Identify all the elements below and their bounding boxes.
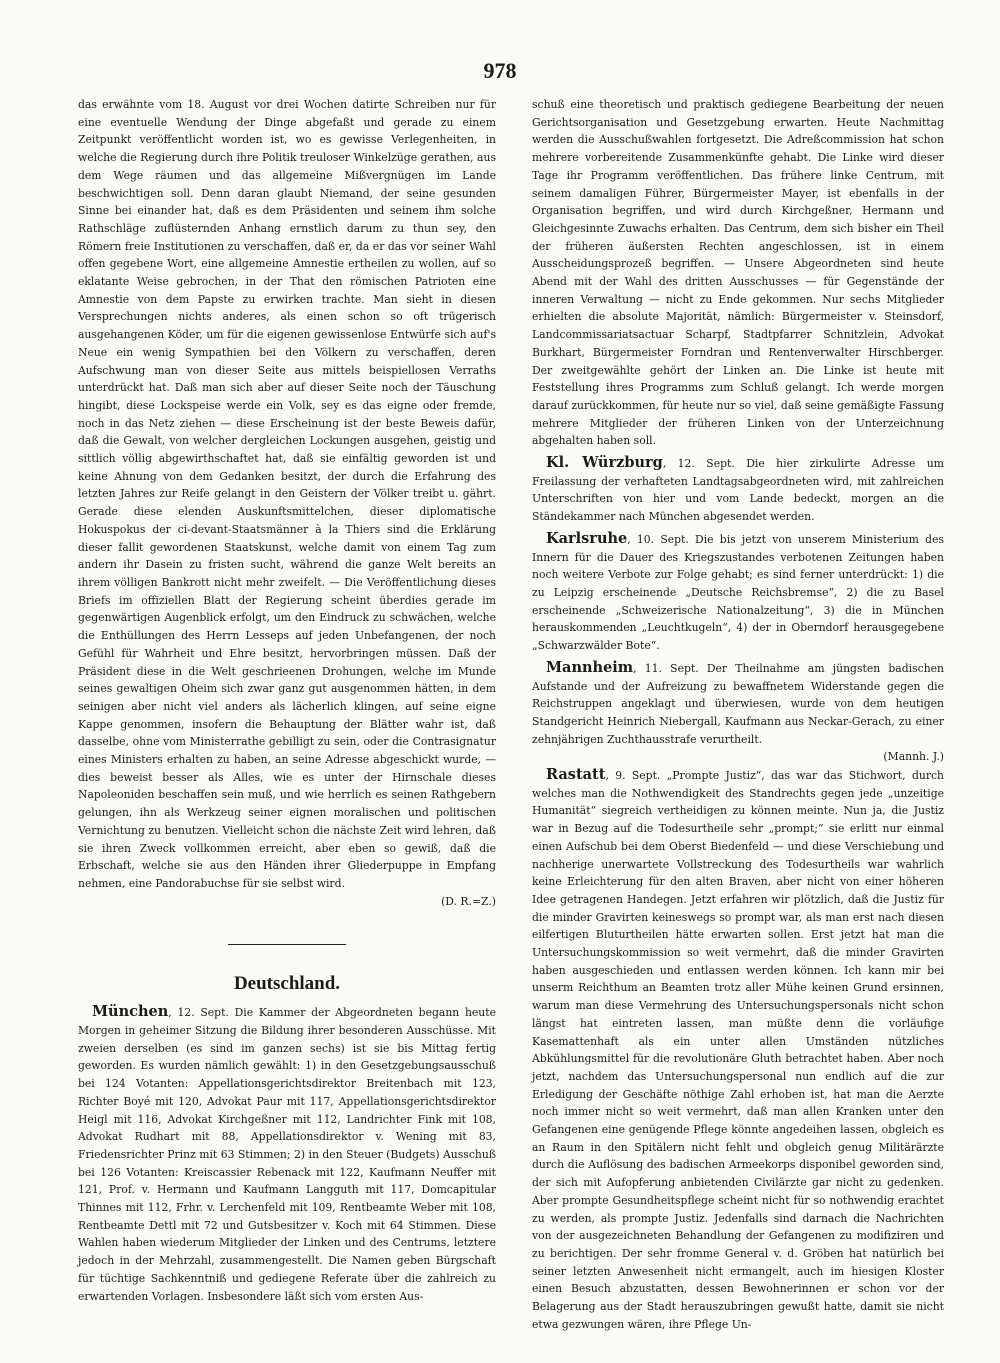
news-text: , 10. Sept. Die bis jetzt von unserem Ministerium des Innern für die Dauer des Kriegszustandes verbotenen Zeitungen haben noch weitere Verbote zur Folge gehabt; es sind ferner unterdrückt: 1) die zu Leipzig erscheinende „Deutsche Reichsbremse“, 2) die zu Basel erscheinende „Schweizerische Nationalzeitung“, 3) die in München herauskommenden „Leuchtkugeln“, 4) der in Oberndorf herausgegebene „Schwarzwälder Bote“.: [532, 532, 944, 653]
dateline-place: Kl. Würzburg: [546, 454, 663, 472]
dateline-place: Rastatt: [546, 766, 606, 784]
article-continuation: schuß eine theoretisch und praktisch gediegene Bearbeitung der neuen Gerichtsorganisation und Gesetzgebung erwarten. Heute Nachmittag werden die Ausschußwahlen fortgesetzt. Die Adreßcommission hat schon mehrere vorbereitende Zusammenkünfte gehabt. Die Linke wird dieser Tage ihr Programm veröffentlichen. Das frühere linke Centrum, mit seinem damaligen Führer, Bürgermeister Mayer, ist ebenfalls in der Organisation begriffen, und wird durch Kirchgeßner, Hermann und Gleichgesinnte Zuwachs erhalten. Das Centrum, dem sich bisher ein Theil der früheren äußersten Rechten angeschlossen, ist in einem Ausscheidungsprozeß begriffen. — Unsere Abgeordneten sind heute Abend mit der Wahl des dritten Ausschusses — für Gegenstände der inneren Verwaltung — nicht zu Ende gekommen. Nur sechs Mitglieder erhielten die absolute Majorität, nämlich: Bürgermeister v. Steinsdorf, Landcommissariatsactuar Scharpf, Stadtpfarrer Schnitzlein, Advokat Burkhart, Bürgermeister Forndran und Rentenverwalter Hirschberger. Der zweitgewählte gehört der Linken an. Die Linke ist heute mit Feststellung ihres Programms zum Schluß gelangt. Ich werde morgen darauf zurückkommen, für heute nur so viel, daß seine gemäßigte Fassung mehrere Mitglieder der früheren Linken von der Unterzeichnung abgehalten haben soll.: [532, 98, 944, 448]
source-attribution: (Mannh. J.): [883, 750, 944, 764]
news-text: , 12. Sept. Die Kammer der Abgeordneten begann heute Morgen in geheimer Sitzung die Bildung ihrer besonderen Ausschüsse. Mit zweien derselben (es sind im ganzen sechs) ist sie bis Mittag fertig geworden. Es wurden nämlich gewählt: 1) in den Gesetzgebungsausschuß bei 124 Votanten: Appellationsgerichtsdirektor Breitenbach mit 123, Richter Boyé mit 120, Advokat Paur mit 117, Appellationsgerichtsdirektor Heigl mit 116, Advokat Kirchgeßner mit 112, Landrichter Fink mit 108, Advokat Rudhart mit 88, Appellationsdirektor v. Wening mit 83, Friedensrichter Prinz mit 63 Stimmen; 2) in den Steuer (Budgets) Ausschuß bei 126 Votanten: Kreiscassier Rebenack mit 122, Kaufmann Neuffer mit 121, Prof. v. Hermann und Kaufmann Langguth mit 117, Domcapitular Thinnes mit 112, Frhr. v. Lerchenfeld mit 109, Rentbeamte Weber mit 108, Rentbeamte Dettl mit 72 und Gutsbesitzer v. Koch mit 64 Stimmen. Diese Wahlen haben wiederum Mitglieder der Linken und des Centrums, letztere jedoch in der Mehrzahl, zusammengestellt. Die Namen geben Bürgschaft für tüchtige Sachkenntniß und gediegene Referate über die zahlreich zu erwartenden Vorlagen. Insbesondere läßt sich vom ersten Aus-: [78, 1006, 496, 1303]
news-text: , 11. Sept. Der Theilnahme am jüngsten badischen Aufstande und der Aufreizung zu bewaffnetem Widerstande gegen die Reichstruppen angeklagt und überwiesen, wurde von dem heutigen Standgericht Heinrich Niebergall, Kaufmann aus Neckar-Gerach, zu einer zehnjährigen Zuchthausstrafe verurtheilt.: [532, 661, 944, 746]
source-attribution: (D. R.=Z.): [441, 894, 496, 908]
section-divider: [228, 944, 346, 945]
left-column: [78, 96, 496, 1305]
right-column: [532, 96, 944, 1334]
news-item-wuerzburg: [532, 454, 944, 526]
dateline-place: München: [92, 1003, 169, 1021]
news-text: , 9. Sept. „Prompte Justiz“, das war das Stichwort, durch welches man die Nothwendigkeit des Standrechts gegen jede „unzeitige Humanität“ siegreich vertheidigen zu können meinte. Nun ja, die Justiz war in Bezug auf die Todesurtheile sehr „prompt;“ sie erlitt nur einmal einen Aufschub bei dem Oberst Biedenfeld — und diese Verschiebung und nachherige unerwartete Vollstreckung des Todesurtheils war wahrlich keine Erleichterung für den alten Braven, aber nicht von einer höheren Idee getragenen Handegen. Jetzt erfahren wir plötzlich, daß die Justiz für die minder Gravirten keineswegs so prompt war, als man erst nach diesen eilfertigen Bluturtheilen hätte erwarten sollen. Erst jetzt hat man die Untersuchungskommission so weit vermehrt, daß die minder Gravirten haben ausgeschieden und entlassen werden können. Ich kann mir bei unserm Reichthum an Beamten trotz aller Mühe keinen Grund ersinnen, warum man diese Vermehrung des Untersuchungspersonals nicht schon längst hat eintreten lassen, man müßte denn die vorläufige Kasemattenhaft als ein unter allen Umständen nützliches Abkühlungsmittel für die revolutionäre Gluth betrachtet haben. Aber noch jetzt, nachdem das Untersuchungspersonal nun endlich auf die zur Erledigung der Geschäfte nöthige Zahl erhoben ist, hat man die Aerzte noch immer nicht so weit vermehrt, daß man allen Kranken unter den Gefangenen eine genügende Pflege könnte angedeihen lassen, obgleich es an Raum in den Spitälern nicht fehlt und obgleich genug Militärärzte durch die Auflösung des badischen Armeekorps disponibel geworden sind, der sich mit Aufopferung anbietenden Civilärzte gar nicht zu gedenken. Aber prompte Gesundheitspflege scheint nicht für so nothwendig erachtet zu werden, als prompte Justiz. Jedenfalls sind darnach die Nachrichten von der ausgezeichneten Behandlung der Gefangenen zu modifiziren und zu berichtigen. Der sehr fromme General v. d. Gröben hat natürlich bei seiner letzten Anwesenheit nicht ermangelt, auch im hiesigen Kloster einen Besuch abzustatten, dessen Bewohnerinnen er schon vor der Belagerung aus der Stadt herauszubringen gewußt hatte, damit sie nicht etwa gezwungen wären, ihre Pflege Un-: [532, 769, 944, 1331]
dateline-place: Karlsruhe: [546, 529, 628, 547]
dateline-place: Mannheim: [546, 658, 634, 676]
news-item-karlsruhe: [532, 530, 944, 655]
page-number: 978: [483, 58, 517, 83]
article-paragraph: das erwähnte vom 18. August vor drei Wochen datirte Schreiben nur für eine eventuelle Wendung der Dinge abgefaßt und gerade zu einem Zeitpunkt veröffentlicht worden ist, wo es gewisse Verlegenheiten, in welche die Regierung durch ihre Politik treuloser Winkelzüge gerathen, aus dem Wege räumen und das allgemeine Mißvergnügen im Lande beschwichtigen soll. Denn daran glaubt Niemand, der seine gesunden Sinne bei einander hat, daß es dem Präsidenten und seinem ihm solche Rathschläge zuflüsternden Anhang ernstlich darum zu thun sey, den Römern freie Institutionen zu verschaffen, daß er, da er das vor seiner Wahl offen gegebene Wort, eine allgemeine Amnestie ertheilen zu wollen, auf so eklatante Weise gebrochen, in der That den römischen Patrioten eine Amnestie von dem Papste zu erwirken trachte. Man sieht in diesen Versprechungen nichts anderes, als einen schon so oft trügerisch ausgehangenen Köder, um für die eigenen gewissenlose Entwürfe sich auf's Neue ein wenig Sympathien bei den Völkern zu verschaffen, deren Aufschwung man von dieser Seite aus mittels beispiellosen Verraths unterdrückt hat. Daß man sich aber auf dieser Seite noch der Täuschung hingibt, diese Lockspeise werde ein Volk, sey es das eigne oder fremde, noch in das Netz ziehen — diese Erscheinung ist der beste Beweis dafür, daß die Gewalt, von welcher dergleichen Lockungen ausgehen, geistig und sittlich völlig abgewirthschaftet hat, daß sie einfältig geworden ist und keine Ahnung von dem Gedanken besitzt, der durch die Erfahrung des letzten Jahres zur Reife gelangt in den Geistern der Völker treibt u. gährt. Gerade diese elenden Auskunftsmittelchen, dieser diplomatische Hokuspokus der ci-devant-Staatsmänner à la Thiers sind die Erklärung dieser fallit gewordenen Staatskunst, welche damit von einem Tag zum andern ihr Dasein zu fristen sucht, während die ganze Welt bereits an ihrem völligen Bankrott nicht mehr zweifelt. — Die Veröffentlichung dieses Briefs im offiziellen Blatt der Regierung scheint überdies gerade im gegenwärtigen Augenblick erfolgt, um den Eindruck zu schwächen, welche die Enthüllungen des Herrn Lesseps auf jeden Unbefangenen, der noch Gefühl für Wahrheit und Ehre besitzt, hervorbringen müssen. Daß der Präsident diese in die Welt geschrieenen Drohungen, welche im Munde seines gewaltigen Oheim sich zwar ganz gut ausgenommen hätten, in dem seinigen aber nicht viel anders als lächerlich klingen, auf seine eigne Kappe genommen, insofern die Behauptung der Blätter wahr ist, daß dasselbe, ohne vom Ministerrathe gebilligt zu sein, oder die Contrasignatur eines Ministers erhalten zu haben, an seine Adresse abgeschickt wurde, — dies beweist besser als Alles, wie es unter der Hirnschale dieses Napoleoniden beschaffen sein muß, und wie herrlich es seinen Rathgebern gelungen, ihn als Werkzeug seiner eignen moralischen und politischen Vernichtung zu benutzen. Vielleicht schon die nächste Zeit wird lehren, daß sie ihren Zweck vollkommen erreicht, aber eben so gewiß, daß die Erbschaft, welche sie aus den Händen ihrer Gliederpuppe in Empfang nehmen, eine Pandorabuchse für sie selbst wird.: [78, 98, 496, 890]
news-item-muenchen: [78, 1003, 496, 1305]
news-text: , 12. Sept. Die hier zirkulirte Adresse um Freilassung der verhafteten Landtagsabgeordneten wird, mit zahlreichen Unterschriften von hier und vom Lande bedeckt, morgen an die Ständekammer nach München abgesendet werden.: [532, 457, 944, 524]
news-item-mannheim: [532, 659, 944, 749]
section-heading: Deutschland.: [233, 973, 341, 995]
news-item-rastatt: [532, 766, 944, 1334]
